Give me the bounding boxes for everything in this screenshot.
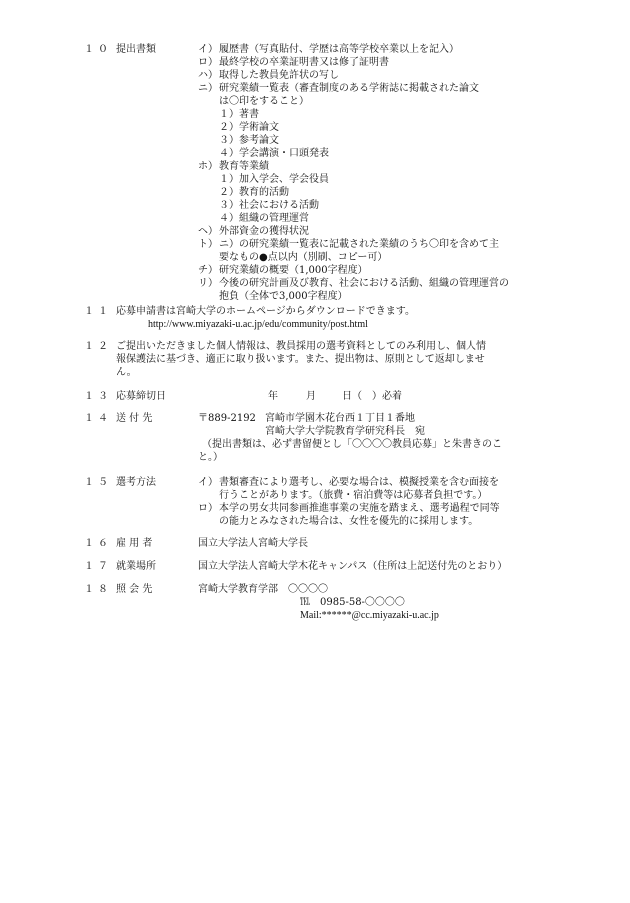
- address-line-2: 宮崎大学大学院教育学研究科長 宛: [265, 426, 425, 437]
- workplace: 国立大学法人宮崎大学木花キャンパス（住所は上記送付先のとおり）: [198, 561, 508, 572]
- s10-item-diploma: 最終学校の卒業証明書又は修了証明書: [219, 57, 389, 68]
- s10-item-funding: 外部資金の獲得状況: [219, 226, 309, 237]
- s10-mark-chi: チ）: [198, 265, 218, 276]
- s10-item-license: 取得した教員免許状の写し: [219, 70, 339, 81]
- section-14-title: 送 付 先: [116, 413, 153, 424]
- s10-sub-edu-activities: ２）教育的活動: [219, 187, 289, 198]
- section-18-title: 照 会 先: [116, 584, 153, 595]
- s10-item-plan-cont: 抱負（全体で3,000字程度）: [219, 291, 348, 302]
- s10-mark-he: ヘ）: [198, 226, 218, 237]
- section-17-number: １７: [84, 561, 112, 572]
- section-11-text: 応募申請書は宮崎大学のホームページからダウンロードできます。: [116, 306, 415, 317]
- section-17-title: 就業場所: [116, 561, 156, 572]
- s10-mark-ni: ニ）: [198, 83, 218, 94]
- section-13-title: 応募締切日: [116, 391, 166, 402]
- application-url-link[interactable]: http://www.miyazaki-u.ac.jp/edu/community/post.html: [148, 319, 368, 330]
- section-12-line-1: ご提出いただきました個人情報は、教員採用の選考資料としてのみ利用し、個人情: [116, 341, 486, 352]
- section-18-number: １８: [84, 584, 112, 595]
- deadline-year: 年: [268, 391, 278, 402]
- mailing-note-2: と。）: [198, 452, 223, 463]
- deadline-month: 月: [306, 391, 316, 402]
- s10-mark-ro: ロ）: [198, 57, 218, 68]
- contact-phone: ℡ 0985-58-〇〇〇〇: [300, 597, 405, 608]
- s10-sub-ref-papers: ３）参考論文: [219, 135, 279, 146]
- s10-item-main-works: ニ）の研究業績一覧表に記載された業績のうち〇印を含めて主: [219, 239, 499, 250]
- postal-code: 〒889-2192: [198, 413, 256, 424]
- s10-item-education: 教育等業績: [219, 161, 269, 172]
- s10-item-research-list-cont: は〇印をすること）: [219, 96, 309, 107]
- section-12-number: １２: [84, 341, 112, 352]
- s10-item-main-works-cont: 要なもの●点以内（別刷、コピー可）: [219, 252, 388, 263]
- section-12-line-2: 報保護法に基づき、適正に取り扱います。また、提出物は、原則として返却しませ: [116, 354, 485, 365]
- section-15-number: １５: [84, 477, 112, 488]
- section-11-number: １１: [84, 306, 112, 317]
- s15-mark-ro: ロ）: [198, 503, 218, 514]
- s10-sub-management: ４）組織の管理運営: [219, 213, 309, 224]
- s10-mark-to: ト）: [198, 239, 218, 250]
- contact-email[interactable]: Mail:******@cc.miyazaki-u.ac.jp: [300, 610, 439, 621]
- section-12-line-3: ん。: [116, 367, 137, 378]
- section-15-title: 選考方法: [116, 477, 156, 488]
- section-14-number: １４: [84, 413, 112, 424]
- address-line-1: 宮崎市学園木花台西１丁目１番地: [265, 413, 415, 424]
- s10-item-resume: 履歴書（写真貼付、学歴は高等学校卒業以上を記入）: [219, 44, 459, 55]
- s15-item-gender-equality: 本学の男女共同参画推進事業の実施を踏まえ、選考過程で同等: [219, 503, 500, 514]
- s10-sub-presentations: ４）学会講演・口頭発表: [219, 148, 329, 159]
- s10-mark-ri: リ）: [198, 278, 218, 289]
- s10-sub-social: ３）社会における活動: [219, 200, 319, 211]
- mailing-note-1: （提出書類は、必ず書留便とし「〇〇〇〇教員応募」と朱書きのこ: [202, 439, 502, 450]
- section-16-number: １６: [84, 538, 112, 549]
- section-10-title: 提出書類: [116, 44, 156, 55]
- section-10-number: １０: [84, 44, 112, 55]
- s10-sub-books: １）著書: [219, 109, 259, 120]
- section-16-title: 雇 用 者: [116, 538, 153, 549]
- employer: 国立大学法人宮崎大学長: [198, 538, 308, 549]
- s10-item-research-list: 研究業績一覧表（審査制度のある学術誌に掲載された論文: [219, 83, 479, 94]
- s15-item-gender-equality-cont: の能力とみなされた場合は、女性を優先的に採用します。: [219, 516, 479, 527]
- s15-mark-i: イ）: [198, 477, 218, 488]
- s10-mark-i: イ）: [198, 44, 218, 55]
- section-13-number: １３: [84, 391, 112, 402]
- contact-department: 宮崎大学教育学部 〇〇〇〇: [198, 584, 328, 595]
- s10-sub-papers: ２）学術論文: [219, 122, 279, 133]
- deadline-day: 日（ ）必着: [342, 391, 402, 402]
- s10-sub-societies: １）加入学会、学会役員: [219, 174, 329, 185]
- s10-item-plan: 今後の研究計画及び教育、社会における活動、組織の管理運営の: [219, 278, 509, 289]
- s15-item-screening-cont: 行うことがあります。（旅費・宿泊費等は応募者負担です。）: [219, 490, 488, 501]
- s10-mark-ho: ホ）: [198, 161, 218, 172]
- s10-mark-ha: ハ）: [198, 70, 218, 81]
- s15-item-screening: 書類審査により選考し、必要な場合は、模擬授業を含む面接を: [219, 477, 499, 488]
- s10-item-summary: 研究業績の概要（1,000字程度）: [219, 265, 368, 276]
